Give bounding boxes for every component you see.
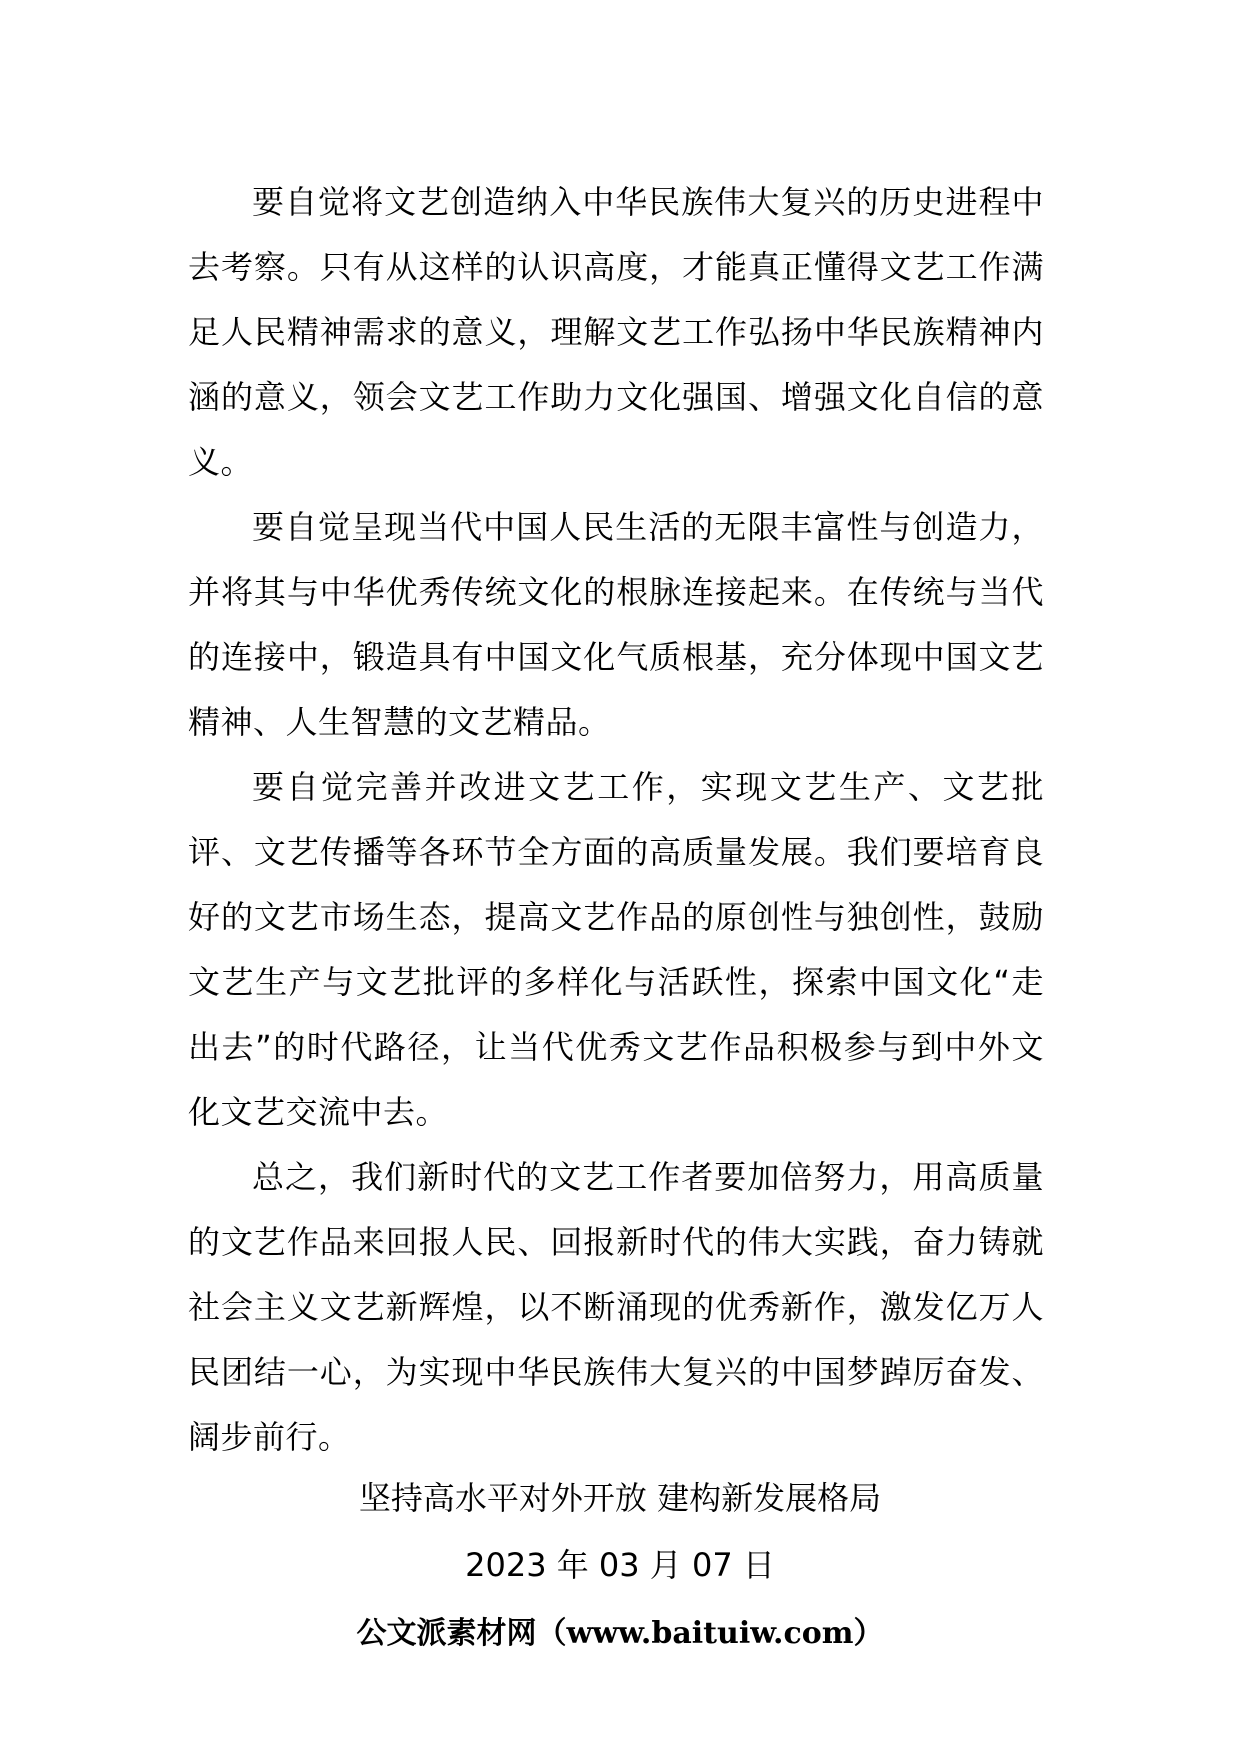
- source-footer: 公文派素材网（www.baituiw.com）: [356, 1616, 884, 1651]
- body-paragraph: 总之，我们新时代的文艺工作者要加倍努力，用高质量的文艺作品来回报人民、回报新时代的伟大实践，奋力铸就社会主义文艺新辉煌，以不断涌现的优秀新作，激发亿万人民团结一心，为实现中华民族伟大复兴的中国梦踔厉奋发、阔步前行。: [188, 1158, 1044, 1456]
- document-date: 2023 年 03 月 07 日: [465, 1546, 775, 1584]
- next-article-title: 坚持高水平对外开放 建构新发展格局: [358, 1479, 882, 1517]
- body-paragraph: 要自觉完善并改进文艺工作，实现文艺生产、文艺批评、文艺传播等各环节全方面的高质量发展。我们要培育良好的文艺市场生态，提高文艺作品的原创性与独创性，鼓励文艺生产与文艺批评的多样化与活跃性，探索中国文化“走出去”的时代路径，让当代优秀文艺作品积极参与到中外文化文艺交流中去。: [188, 768, 1044, 1131]
- body-paragraph: 要自觉呈现当代中国人民生活的无限丰富性与创造力，并将其与中华优秀传统文化的根脉连接起来。在传统与当代的连接中，锻造具有中国文化气质根基，充分体现中国文艺精神、人生智慧的文艺精品。: [188, 508, 1044, 741]
- body-paragraph: 要自觉将文艺创造纳入中华民族伟大复兴的历史进程中去考察。只有从这样的认识高度，才能真正懂得文艺工作满足人民精神需求的意义，理解文艺工作弘扬中华民族精神内涵的意义，领会文艺工作助力文化强国、增强文化自信的意义。: [188, 183, 1044, 481]
- document-body: [188, 170, 1044, 1470]
